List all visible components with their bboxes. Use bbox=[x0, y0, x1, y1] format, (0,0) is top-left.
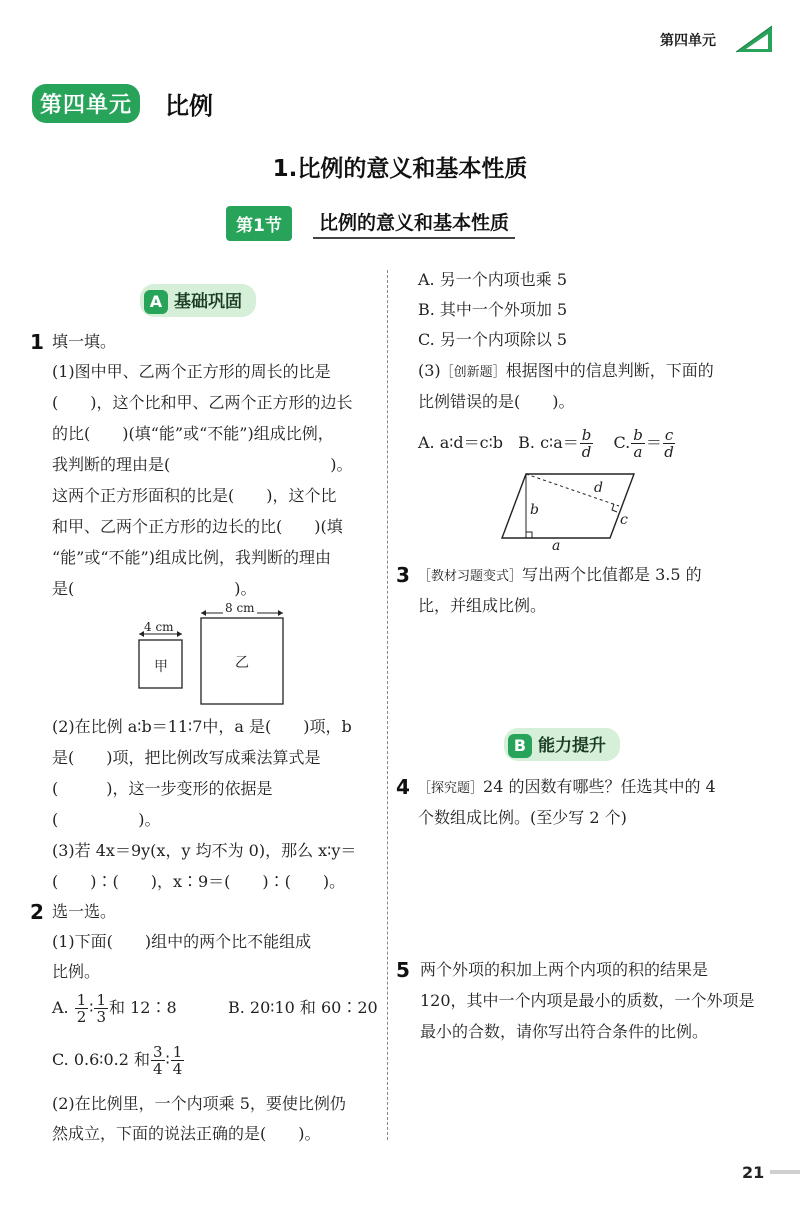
part-a-letter: A bbox=[144, 290, 168, 314]
fraction: $\frac{1}{4}$ bbox=[172, 1043, 183, 1078]
unit-badge: 第四单元 bbox=[32, 84, 140, 123]
fraction: $\frac{b}{a}$ bbox=[633, 426, 643, 461]
equals-sign: ＝ bbox=[645, 433, 662, 452]
q1-line: (2)在比例 a∶b＝11∶7中，a 是( )项，b bbox=[52, 717, 352, 736]
option-c-head: C. bbox=[613, 433, 631, 452]
option-c bbox=[52, 1042, 185, 1078]
lesson-title: 比例的意义和基本性质 bbox=[313, 206, 515, 239]
q2-part3-line1 bbox=[418, 361, 714, 383]
part-text: 根据图中的信息判断，下面的 bbox=[505, 361, 714, 380]
big-square-label: 乙 bbox=[235, 655, 249, 671]
question-title: 填一填。 bbox=[52, 332, 117, 351]
fraction: $\frac{3}{4}$ bbox=[153, 1043, 163, 1078]
fraction: $\frac{c}{d}$ bbox=[664, 426, 674, 461]
q1-line: 是( )。 bbox=[52, 579, 257, 598]
label-d: d bbox=[594, 480, 603, 496]
page-number: 21 bbox=[742, 1163, 765, 1182]
q1-line: 这两个正方形面积的比是( )，这个比 bbox=[52, 486, 337, 505]
label-c: c bbox=[620, 512, 628, 528]
part-b-label: 能力提升 bbox=[538, 736, 606, 756]
q5-line: 两个外项的积加上两个内项的积的结果是 bbox=[420, 960, 709, 979]
innovation-tag: ［创新题］ bbox=[440, 365, 506, 380]
fraction: $\frac{1}{2}$ bbox=[76, 991, 87, 1026]
fraction: $\frac{1}{3}$ bbox=[96, 991, 106, 1026]
section-title: 1.比例的意义和基本性质 bbox=[272, 156, 528, 182]
q3-line1 bbox=[418, 565, 702, 587]
part-b-heading bbox=[504, 728, 620, 761]
ratio-sign: ∶ bbox=[165, 1050, 170, 1069]
fraction: $\frac{b}{d}$ bbox=[581, 426, 592, 461]
question-number: 2 bbox=[30, 900, 44, 924]
option-a bbox=[52, 990, 177, 1026]
unit-title: 比例 bbox=[165, 92, 213, 120]
q5-line: 120，其中一个内项是最小的质数，一个外项是 bbox=[420, 991, 755, 1010]
q3-text: 写出两个比值都是 3.5 的 bbox=[522, 565, 702, 584]
question-title: 选一选。 bbox=[52, 902, 117, 921]
squares-figure bbox=[120, 601, 320, 710]
q2-part3-options bbox=[418, 425, 676, 461]
small-square-dimension: 4 cm bbox=[144, 620, 174, 634]
option-label: A. bbox=[52, 998, 69, 1017]
q2-option: A. 另一个内项也乘 5 bbox=[418, 270, 567, 289]
question-number: 3 bbox=[396, 563, 410, 587]
parallelogram-drawing bbox=[496, 466, 640, 560]
q4-line1 bbox=[418, 777, 716, 799]
question-number: 1 bbox=[30, 330, 44, 354]
q2-line: 比例。 bbox=[52, 962, 101, 981]
option-tail: 和 12∶8 bbox=[109, 998, 177, 1017]
ratio-sign: ∶ bbox=[89, 998, 94, 1017]
q2-line: (1)下面( )组中的两个比不能组成 bbox=[52, 932, 312, 951]
q1-line: ( )。 bbox=[52, 810, 161, 829]
q2-line: 然成立，下面的说法正确的是( )。 bbox=[52, 1124, 321, 1143]
q3-line2: 比，并组成比例。 bbox=[418, 596, 547, 615]
q1-line: (3)若 4x＝9y(x，y 均不为 0)，那么 x∶y＝ bbox=[52, 841, 357, 860]
label-b: b bbox=[530, 502, 539, 518]
q1-line: “能”或“不能”)组成比例，我判断的理由 bbox=[52, 548, 331, 567]
small-square-label: 甲 bbox=[154, 659, 168, 675]
q1-line: ( )，这个比和甲、乙两个正方形的边长 bbox=[52, 393, 353, 412]
q2-option: B. 其中一个外项加 5 bbox=[418, 300, 568, 319]
page-number-bar bbox=[770, 1170, 800, 1174]
header-unit-tag: 第四单元 bbox=[660, 33, 716, 49]
question-number: 4 bbox=[396, 775, 410, 799]
q2-part3-line2: 比例错误的是( )。 bbox=[418, 392, 575, 411]
option-b-head: B. c∶a＝ bbox=[518, 433, 579, 452]
q4-line2: 个数组成比例。(至少写 2 个) bbox=[418, 808, 627, 827]
q4-text: 24 的因数有哪些？任选其中的 4 bbox=[483, 777, 716, 796]
q1-line: ( )，这一步变形的依据是 bbox=[52, 779, 273, 798]
label-a: a bbox=[552, 538, 561, 554]
triangle-ruler-icon bbox=[732, 22, 776, 56]
q1-line: 我判断的理由是( )。 bbox=[52, 455, 353, 474]
option-b: B. 20∶10 和 60∶20 bbox=[228, 998, 378, 1017]
part-prefix: (3) bbox=[418, 361, 441, 380]
q5-line: 最小的合数，请你写出符合条件的比例。 bbox=[420, 1022, 709, 1041]
part-a-label: 基础巩固 bbox=[174, 292, 242, 312]
parallelogram-figure bbox=[496, 466, 640, 560]
lesson-badge: 第1节 bbox=[226, 206, 292, 241]
part-b-letter: B bbox=[508, 734, 532, 758]
big-square-dimension: 8 cm bbox=[225, 601, 255, 615]
option-head: C. 0.6∶0.2 和 bbox=[52, 1050, 150, 1069]
q1-line: ( )∶( )，x∶9＝( )∶( )。 bbox=[52, 872, 346, 891]
q1-line: 的比( )(填“能”或“不能”)组成比例， bbox=[52, 424, 334, 443]
option-a: A. a∶d＝c∶b bbox=[418, 433, 504, 452]
question-number: 5 bbox=[396, 958, 410, 982]
variant-tag: ［教材习题变式］ bbox=[418, 569, 523, 584]
q1-line: 和甲、乙两个正方形的边长的比( )(填 bbox=[52, 517, 343, 536]
q2-line: (2)在比例里，一个内项乘 5，要使比例仍 bbox=[52, 1094, 346, 1113]
q1-line: 是( )项，把比例改写成乘法算式是 bbox=[52, 748, 321, 767]
explore-tag: ［探究题］ bbox=[418, 781, 484, 796]
part-a-heading bbox=[140, 284, 256, 317]
column-divider bbox=[387, 270, 388, 1140]
q2-option: C. 另一个内项除以 5 bbox=[418, 330, 568, 349]
q1-line: (1)图中甲、乙两个正方形的周长的比是 bbox=[52, 362, 331, 381]
